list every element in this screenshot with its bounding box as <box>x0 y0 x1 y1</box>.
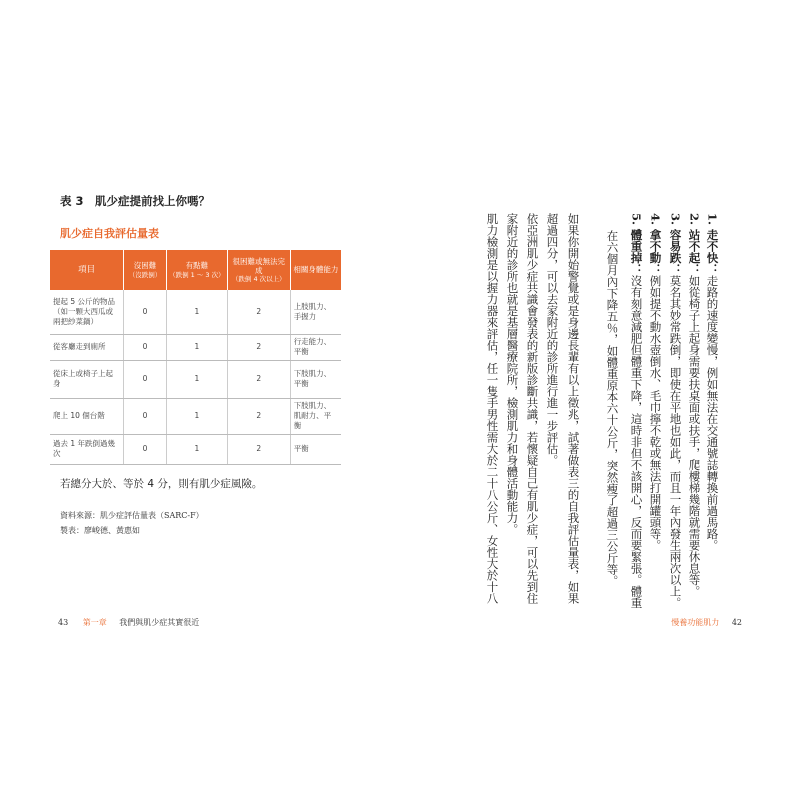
row-item: 爬上 10 個台階 <box>50 398 124 434</box>
table-row <box>50 290 341 334</box>
table-row <box>50 398 341 434</box>
score-0: 0 <box>124 398 167 434</box>
score-1: 1 <box>166 290 227 334</box>
score-1: 1 <box>166 398 227 434</box>
row-ability: 下肢肌力、肌耐力、平衡 <box>290 398 341 434</box>
score-0: 0 <box>124 360 167 398</box>
source-note <box>60 508 204 538</box>
score-0: 0 <box>124 434 167 464</box>
score-1: 1 <box>166 334 227 360</box>
row-item: 從床上或椅子上起身 <box>50 360 124 398</box>
source-line: 資料來源：肌少症評估量表（SARC-F） <box>60 511 204 520</box>
sarc-f-table <box>50 250 341 465</box>
score-2: 2 <box>227 360 290 398</box>
score-2: 2 <box>227 290 290 334</box>
header-some-difficulty: 有點難 （跌倒 1 ～ 3 次） <box>166 250 227 290</box>
table-row <box>50 434 341 464</box>
book-title: 慢養功能肌力 <box>671 618 720 627</box>
row-item: 提起 5 公斤的物品（如一顆大西瓜或兩把紗菜鍋） <box>50 290 124 334</box>
header-item: 項目 <box>50 250 124 290</box>
text-column: 家附近的診所也就是基層醫療院所，檢測肌力和身體活動能力。 <box>505 213 520 535</box>
table-title: 表 3 肌少症提前找上你嗎？ <box>60 194 211 208</box>
left-footer <box>58 617 199 628</box>
text-column: 依亞洲肌少症共識會發表的新版診斷共識，若懷疑自己有肌少症，可以先到住 <box>525 213 540 604</box>
text-column: 3. 容易跌：莫名其妙常跌倒，即使在平地也如此，而且一年內發生兩次以上。 <box>668 213 683 609</box>
row-ability: 平衡 <box>290 434 341 464</box>
header-related-ability: 相關身體能力 <box>290 250 341 290</box>
row-ability: 上肢肌力、手握力 <box>290 290 341 334</box>
row-ability: 下肢肌力、平衡 <box>290 360 341 398</box>
text-column: 2. 站不起：如從椅子上起身需要扶桌面或扶手，爬樓梯幾階就需要休息等。 <box>687 213 702 598</box>
header-very-difficult: 很困難或無法完成 （跌倒 4 次以上） <box>227 250 290 290</box>
text-column: 5. 體重掉：沒有刻意減肥但體重下降，這時非但不該開心，反而要緊張。體重 <box>629 213 644 609</box>
text-column: 如果你開始警覺或是身邊長輩有以上徵兆，試著做表三的自我評估量表，如果 <box>566 213 581 604</box>
row-item: 從客廳走到廁所 <box>50 334 124 360</box>
score-1: 1 <box>166 434 227 464</box>
page-number-left: 43 <box>58 618 69 627</box>
score-1: 1 <box>166 360 227 398</box>
score-0: 0 <box>124 290 167 334</box>
text-column: 4. 拿不動：例如提不動水壺倒水、毛巾擰不乾或無法打開罐頭等。 <box>648 213 663 552</box>
row-ability: 行走能力、平衡 <box>290 334 341 360</box>
page-number-right: 42 <box>731 618 742 627</box>
maker-line: 製表：廖峻德、黃惠如 <box>60 526 140 536</box>
table-header-row <box>50 250 341 290</box>
score-2: 2 <box>227 334 290 360</box>
table-row <box>50 360 341 398</box>
text-column: 1. 走不快：走路的速度變慢，例如無法在交通號誌轉換前過馬路。 <box>705 213 720 552</box>
score-0: 0 <box>124 334 167 360</box>
text-column: 在六個月內下降五％，如體重原本六十公斤，突然瘦了超過三公斤等。 <box>605 230 620 587</box>
text-column: 超過四分，可以去家附近的診所進行進一步評估。 <box>545 213 560 466</box>
score-2: 2 <box>227 434 290 464</box>
score-note: 若總分大於、等於 4 分，則有肌少症風險。 <box>60 478 263 490</box>
score-2: 2 <box>227 398 290 434</box>
row-item: 過去 1 年跌倒過幾次 <box>50 434 124 464</box>
header-no-difficulty: 沒困難 （沒跌倒） <box>124 250 167 290</box>
chapter-title: 我們與肌少症其實很近 <box>119 618 200 627</box>
chapter-label: 第一章 <box>82 618 107 627</box>
table-row <box>50 334 341 360</box>
text-column: 肌力檢測是以握力器來評估，任一隻手男性需大於二十八公斤、女性大於十八 <box>485 213 500 604</box>
table-subtitle: 肌少症自我評估量表 <box>60 227 159 240</box>
right-footer <box>671 617 742 628</box>
